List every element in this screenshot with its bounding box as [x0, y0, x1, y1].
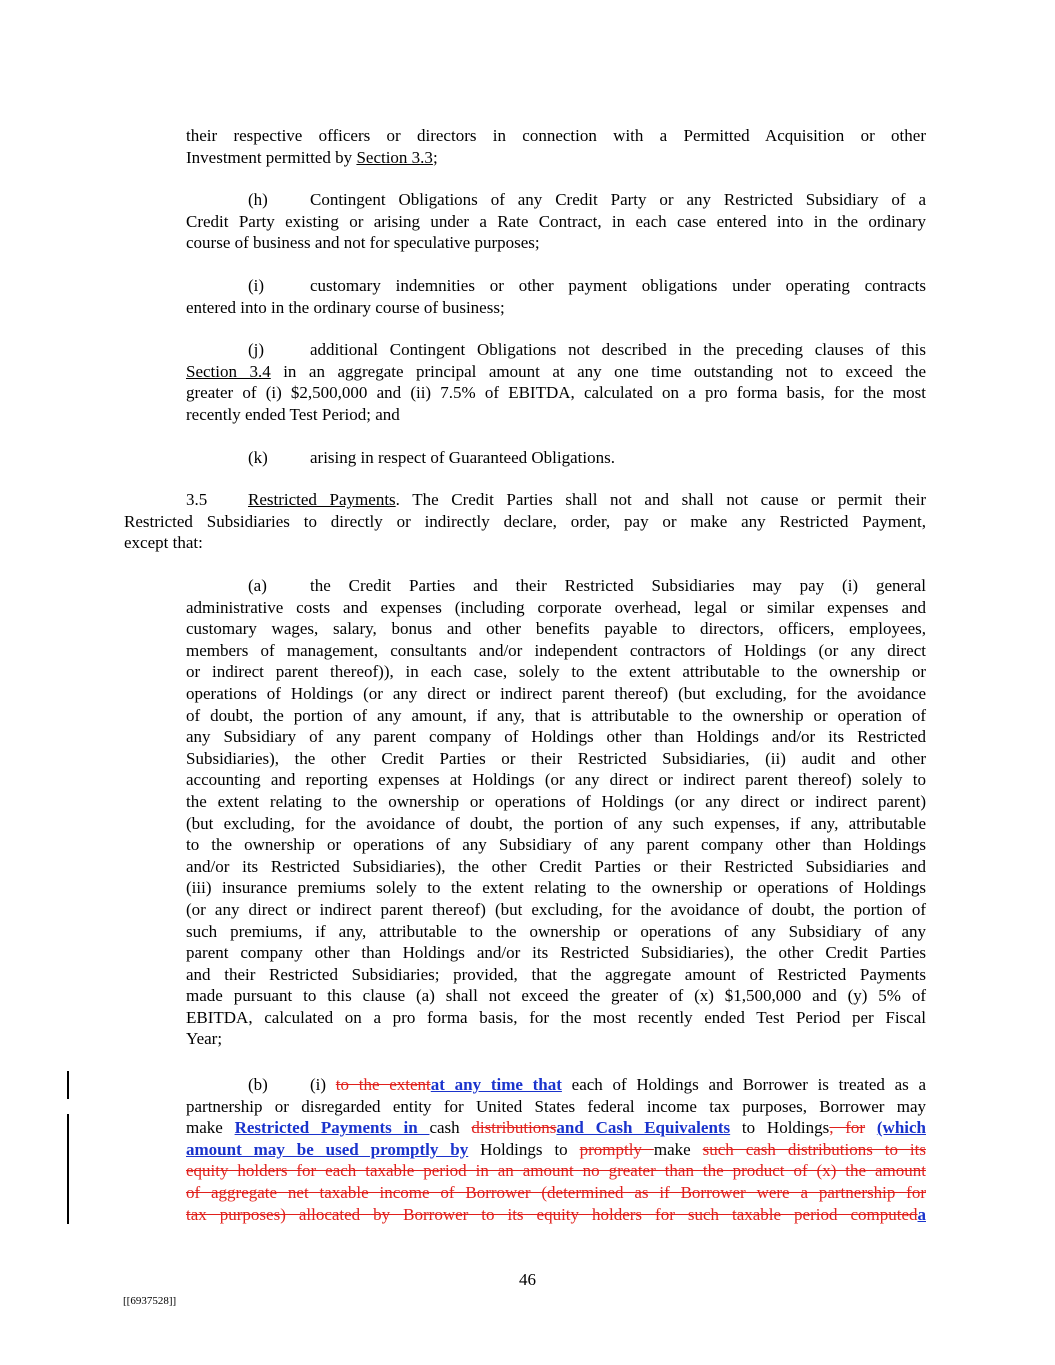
- inserted-text: (which: [876, 1118, 926, 1138]
- paragraph-j: [186, 339, 926, 425]
- change-bar: [67, 1114, 69, 1224]
- deleted-text: , for: [829, 1118, 866, 1138]
- deleted-text: tax purposes) allocated by Borrower to its equity holders for such taxable period computed: [186, 1204, 918, 1224]
- text-line: customary wages, salary, bonus and other benefits payable to directors, officers, employees,: [186, 619, 926, 639]
- text-line: and their Restricted Subsidiaries; provided, that the aggregate amount of Restricted Payments: [186, 964, 926, 984]
- text-line: (j) additional Contingent Obligations not described in the preceding clauses of this: [248, 340, 926, 359]
- text-line: (b) (i) to the extentat any time that each of Holdings and Borrower is treated as a: [248, 1075, 927, 1094]
- text-line: except that:: [124, 533, 203, 553]
- paragraph-a: [186, 575, 926, 1050]
- inserted-text: amount may be used promptly by: [186, 1139, 469, 1159]
- text-line: parent company other than Holdings and/or its Restricted Subsidiaries), the other Credit Parties: [186, 943, 926, 963]
- text-line: made pursuant to this clause (a) shall not exceed the greater of (x) $1,500,000 and (y) 5% of: [186, 986, 926, 1006]
- clause-label: (i): [248, 276, 265, 295]
- document-id: [[6937528]]: [123, 1295, 177, 1307]
- section-heading: Restricted Payments: [248, 490, 396, 509]
- section-reference-link: Section 3.4: [186, 361, 271, 381]
- text-line: [186, 1182, 926, 1204]
- text-line: members of management, consultants and/or independent contractors of Holdings (or any direct: [186, 640, 926, 660]
- deleted-text: to the extent: [335, 1075, 431, 1094]
- deleted-text: such cash distributions to its: [702, 1139, 926, 1159]
- clause-label: (k): [248, 448, 268, 467]
- text-line: operations of Holdings (or any direct or indirect parent thereof) (but excluding, for the avoidance: [186, 683, 926, 703]
- text-line: (a) the Credit Parties and their Restricted Subsidiaries may pay (i) general: [248, 576, 926, 595]
- page-number: 46: [519, 1270, 536, 1289]
- text-line: Credit Party existing or arising under a Rate Contract, in each case entered into in the ordinary: [186, 211, 926, 231]
- text-line: the extent relating to the ownership or operations of Holdings (or any direct or indirect parent): [186, 791, 926, 811]
- text-line: Subsidiaries), the other Credit Parties or their Restricted Subsidiaries, (ii) audit and other: [186, 748, 926, 768]
- text-line: greater of (i) $2,500,000 and (ii) 7.5% of EBITDA, calculated on a pro forma basis, for the most: [186, 383, 926, 403]
- clause-label: (b): [248, 1075, 268, 1094]
- text-line: to the ownership or operations of any Subsidiary of any parent company other than Holdings: [186, 835, 926, 855]
- text-line: administrative costs and expenses (including corporate overhead, legal or similar expenses and: [186, 597, 926, 617]
- deleted-text: distributions: [471, 1118, 557, 1138]
- text-line: (i) customary indemnities or other payment obligations under operating contracts: [248, 276, 926, 295]
- text-line: (h) Contingent Obligations of any Credit Party or any Restricted Subsidiary of a: [248, 190, 926, 209]
- section-3-5: [124, 489, 926, 554]
- text-line: [186, 1160, 926, 1182]
- text-line: (iii) insurance premiums solely to the extent relating to the ownership or operations of Holdings: [186, 878, 926, 898]
- text-line: Restricted Subsidiaries to directly or indirectly declare, order, pay or make any Restricted Payment,: [124, 511, 926, 531]
- text-line: EBITDA, calculated on a pro forma basis, for the most recently ended Test Period per Fiscal: [186, 1007, 926, 1027]
- clause-label: (a): [248, 576, 267, 595]
- paragraph-b: [186, 1074, 926, 1225]
- text-line: of doubt, the portion of any amount, if any, that is attributable to the ownership or operation of: [186, 705, 926, 725]
- deleted-text: equity holders for each taxable period in an amount no greater than the product of (x) the amount: [186, 1161, 926, 1181]
- text-line: such premiums, if any, attributable to the ownership or operations of any Subsidiary of any: [186, 921, 926, 941]
- text-line: any Subsidiary of any parent company of Holdings other than Holdings and/or its Restricted: [186, 727, 926, 747]
- text-line: their respective officers or directors in connection with a Permitted Acquisition or other: [186, 126, 926, 145]
- section-reference-link: Section 3.3: [356, 147, 433, 167]
- section-number: 3.5: [186, 490, 208, 509]
- text-line: Investment permitted by Section 3.3;: [186, 147, 438, 167]
- text-line: amount may be used promptly by Holdings to promptly make such cash distributions to its: [186, 1139, 926, 1159]
- text-line: make Restricted Payments in cash distributionsand Cash Equivalents to Holdings, for (which: [186, 1118, 926, 1138]
- text-line: course of business and not for speculative purposes;: [186, 233, 540, 253]
- inserted-text: a: [917, 1204, 926, 1224]
- text-line: partnership or disregarded entity for United States federal income tax purposes, Borrower may: [186, 1096, 926, 1116]
- text-line: 3.5 Restricted Payments. The Credit Parties shall not and shall not cause or permit their: [186, 490, 927, 509]
- inserted-text: and Cash Equivalents: [556, 1118, 731, 1138]
- paragraph-h: [186, 189, 926, 254]
- clause-label: (j): [248, 340, 265, 359]
- text-line: Year;: [186, 1029, 223, 1049]
- text-line: entered into in the ordinary course of business;: [186, 297, 505, 317]
- text-line: recently ended Test Period; and: [186, 404, 400, 424]
- deleted-text: promptly: [579, 1139, 654, 1159]
- paragraph-g-continuation: [186, 125, 926, 168]
- text-line: (or any direct or indirect parent thereof) (but excluding, for the avoidance of doubt, the portion of: [186, 899, 926, 919]
- text-line: accounting and reporting expenses at Holdings (or any direct or indirect parent thereof) solely to: [186, 770, 926, 790]
- text-line: and/or its Restricted Subsidiaries), the other Credit Parties or their Restricted Subsidiaries and: [186, 856, 926, 876]
- inserted-text: at any time that: [430, 1075, 562, 1094]
- paragraph-i: [186, 275, 926, 318]
- text-line: [186, 1204, 926, 1226]
- deleted-text: of aggregate net taxable income of Borrower (determined as if Borrower were a partnership for: [186, 1182, 926, 1202]
- text-line: Section 3.4 in an aggregate principal amount at any one time outstanding not to exceed the: [186, 361, 926, 381]
- clause-label: (h): [248, 190, 268, 209]
- paragraph-k: [186, 447, 926, 469]
- text-line: (but excluding, for the avoidance of doubt, the portion of any such expenses, if any, attributable: [186, 813, 926, 833]
- text-line: (k) arising in respect of Guaranteed Obligations.: [248, 448, 615, 467]
- inserted-text: Restricted Payments in: [234, 1118, 430, 1138]
- text-line: or indirect parent thereof)), in each case, solely to the extent attributable to the ownership or: [186, 662, 926, 682]
- change-bar: [67, 1071, 69, 1099]
